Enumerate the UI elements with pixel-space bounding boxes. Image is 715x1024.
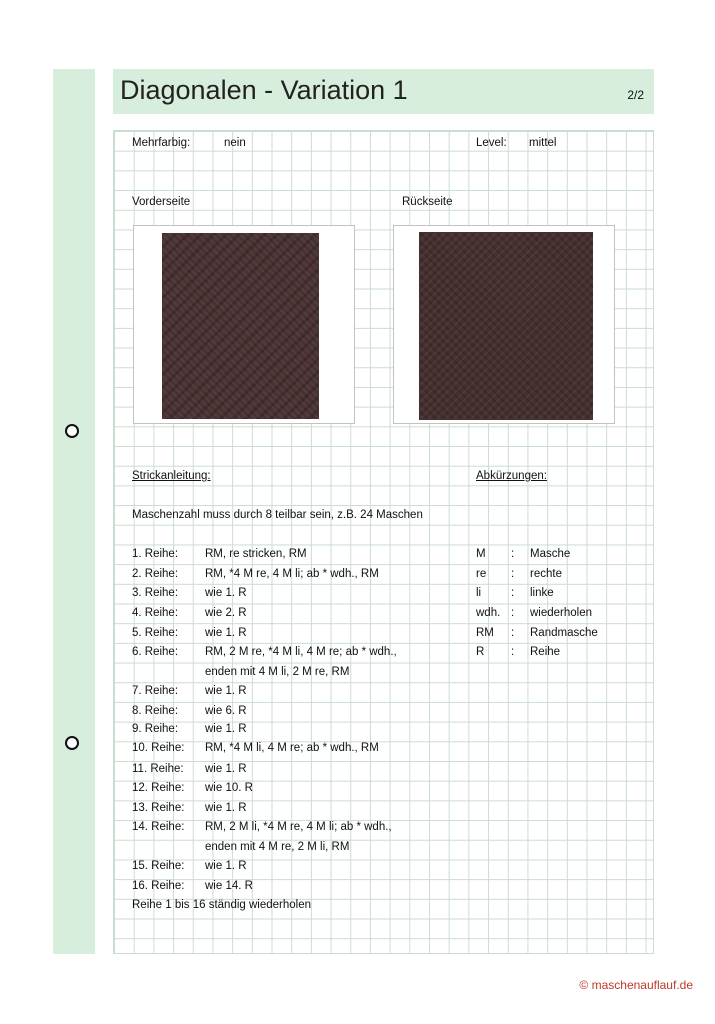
row-label: 8. Reihe: [132, 705, 179, 717]
row-instruction: RM, *4 M re, 4 M li; ab * wdh., RM [205, 568, 379, 580]
row-instruction: wie 1. R [205, 802, 247, 814]
page-number: 2/2 [627, 88, 644, 102]
row-instruction: RM, 2 M li, *4 M re, 4 M li; ab * wdh., [205, 821, 392, 833]
colon-separator: : [511, 627, 515, 639]
row-instruction: wie 1. R [205, 723, 247, 735]
binder-margin-strip [53, 69, 95, 954]
colon-separator: : [511, 646, 515, 658]
row-label: 9. Reihe: [132, 723, 179, 735]
row-label: 12. Reihe: [132, 782, 185, 794]
row-instruction: wie 1. R [205, 587, 247, 599]
abbreviation: li [476, 587, 482, 599]
copyright-link[interactable]: © maschenauflauf.de [579, 978, 693, 992]
row-label: 5. Reihe: [132, 627, 179, 639]
abbreviation-meaning: Randmasche [530, 627, 598, 639]
row-instruction: wie 1. R [205, 627, 247, 639]
stitch-count-note: Maschenzahl muss durch 8 teilbar sein, z.B. 24 Maschen [132, 509, 423, 521]
row-label: 10. Reihe: [132, 742, 185, 754]
abbreviations-heading: Abkürzungen: [476, 470, 547, 482]
abbreviation-meaning: wiederholen [530, 607, 593, 619]
row-label: 13. Reihe: [132, 802, 185, 814]
row-instruction: wie 14. R [205, 880, 253, 892]
abbreviation: wdh. [476, 607, 501, 619]
front-swatch-photo [162, 233, 319, 419]
mehrfarbig-value: nein [224, 137, 246, 149]
row-label: 11. Reihe: [132, 763, 184, 775]
row-label: 6. Reihe: [132, 646, 179, 658]
level-label: Level: [476, 137, 507, 149]
front-side-label: Vorderseite [132, 196, 191, 208]
punch-hole-icon [65, 736, 79, 750]
back-swatch-photo [419, 232, 593, 420]
row-label: 1. Reihe: [132, 548, 179, 560]
colon-separator: : [511, 587, 515, 599]
row-label: 4. Reihe: [132, 607, 179, 619]
row-label: 16. Reihe: [132, 880, 185, 892]
abbreviation: M [476, 548, 486, 560]
row-instruction: RM, 2 M re, *4 M li, 4 M re; ab * wdh., [205, 646, 397, 658]
row-label: 3. Reihe: [132, 587, 179, 599]
row-label: 7. Reihe: [132, 685, 179, 697]
title-bar [113, 69, 654, 114]
row-instruction: RM, re stricken, RM [205, 548, 307, 560]
front-swatch-photo-frame [133, 225, 355, 424]
repeat-note: Reihe 1 bis 16 ständig wiederholen [132, 899, 312, 911]
back-side-label: Rückseite [402, 196, 453, 208]
row-instruction: wie 6. R [205, 705, 247, 717]
row-instruction: wie 10. R [205, 782, 253, 794]
back-swatch-photo-frame [393, 225, 615, 424]
abbreviation-meaning: Reihe [530, 646, 561, 658]
row-instruction-continued: enden mit 4 M re, 2 M li, RM [205, 841, 350, 853]
abbreviation-meaning: Masche [530, 548, 571, 560]
row-instruction: wie 1. R [205, 860, 247, 872]
row-instruction-continued: enden mit 4 M li, 2 M re, RM [205, 666, 350, 678]
row-instruction: wie 1. R [205, 763, 247, 775]
abbreviation: re [476, 568, 487, 580]
page-title: Diagonalen - Variation 1 [120, 75, 408, 105]
abbreviation: R [476, 646, 485, 658]
row-instruction: wie 2. R [205, 607, 247, 619]
mehrfarbig-label: Mehrfarbig: [132, 137, 191, 149]
row-label: 2. Reihe: [132, 568, 179, 580]
colon-separator: : [511, 607, 515, 619]
colon-separator: : [511, 568, 515, 580]
row-instruction: RM, *4 M li, 4 M re; ab * wdh., RM [205, 742, 379, 754]
abbreviation-meaning: rechte [530, 568, 562, 580]
instructions-heading: Strickanleitung: [132, 470, 211, 482]
punch-hole-icon [65, 424, 79, 438]
colon-separator: : [511, 548, 515, 560]
level-value: mittel [529, 137, 557, 149]
abbreviation-meaning: linke [530, 587, 554, 599]
row-label: 15. Reihe: [132, 860, 185, 872]
row-label: 14. Reihe: [132, 821, 185, 833]
row-instruction: wie 1. R [205, 685, 247, 697]
abbreviation: RM [476, 627, 494, 639]
